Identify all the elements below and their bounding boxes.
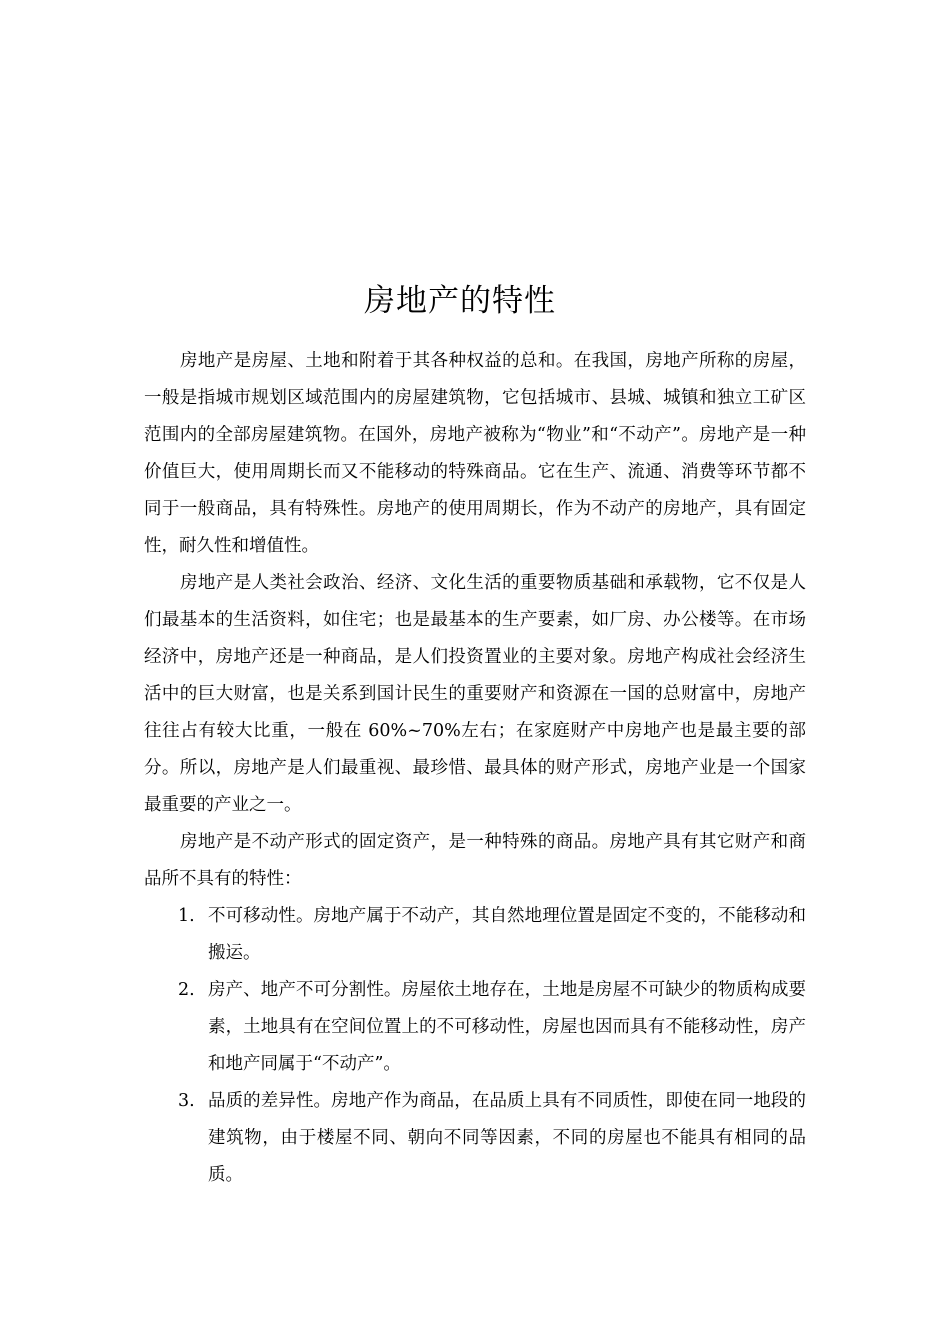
list-item-text: 房产、地产不可分割性。房屋依土地存在，土地是房屋不可缺少的物质构成要素，土地具有在空间位置上的不可移动性，房屋也因而具有不能移动性，房产和地产同属于“不动产”。 (208, 980, 806, 1074)
list-item-number: 2. (178, 980, 195, 1000)
paragraph-definition: 房地产是房屋、土地和附着于其各种权益的总和。在我国，房地产所称的房屋，一般是指城市规划区域范围内的房屋建筑物，它包括城市、县城、城镇和独立工矿区范围内的全部房屋建筑物。在国外，房地产被称为“物业”和“不动产”。房地产是一种价值巨大，使用周期长而又不能移动的特殊商品。它在生产、流通、消费等环节都不同于一般商品，具有特殊性。房地产的使用周期长，作为不动产的房地产，具有固定性，耐久性和增值性。 (144, 351, 806, 556)
list-item-number: 1. (178, 906, 195, 926)
list-item-number: 3. (178, 1091, 195, 1111)
list-item-inseparability (144, 972, 806, 1083)
paragraph-importance: 房地产是人类社会政治、经济、文化生活的重要物质基础和承载物，它不仅是人们最基本的生活资料，如住宅；也是最基本的生产要素，如厂房、办公楼等。在市场经济中，房地产还是一种商品，是人们投资置业的主要对象。房地产构成社会经济生活中的巨大财富，也是关系到国计民生的重要财产和资源在一国的总财富中，房地产往往占有较大比重，一般在 60%~70%左右；在家庭财产中房地产也是最主要的部分。所以，房地产是人们最重视、最珍惜、最具体的财产形式，房地产业是一个国家最重要的产业之一。 (144, 573, 806, 815)
list-item-immobility (144, 898, 806, 972)
list-item-text: 不可移动性。房地产属于不动产，其自然地理位置是固定不变的，不能移动和搬运。 (208, 906, 806, 963)
document-body (144, 343, 806, 1194)
list-item-quality-difference (144, 1083, 806, 1194)
characteristics-list (144, 898, 806, 1194)
list-item-text: 品质的差异性。房地产作为商品，在品质上具有不同质性，即使在同一地段的建筑物，由于楼屋不同、朝向不同等因素，不同的房屋也不能具有相同的品质。 (208, 1091, 806, 1185)
document-title: 房地产的特性 (364, 283, 556, 319)
paragraph-characteristics-intro: 房地产是不动产形式的固定资产，是一种特殊的商品。房地产具有其它财产和商品所不具有的特性： (144, 832, 806, 889)
